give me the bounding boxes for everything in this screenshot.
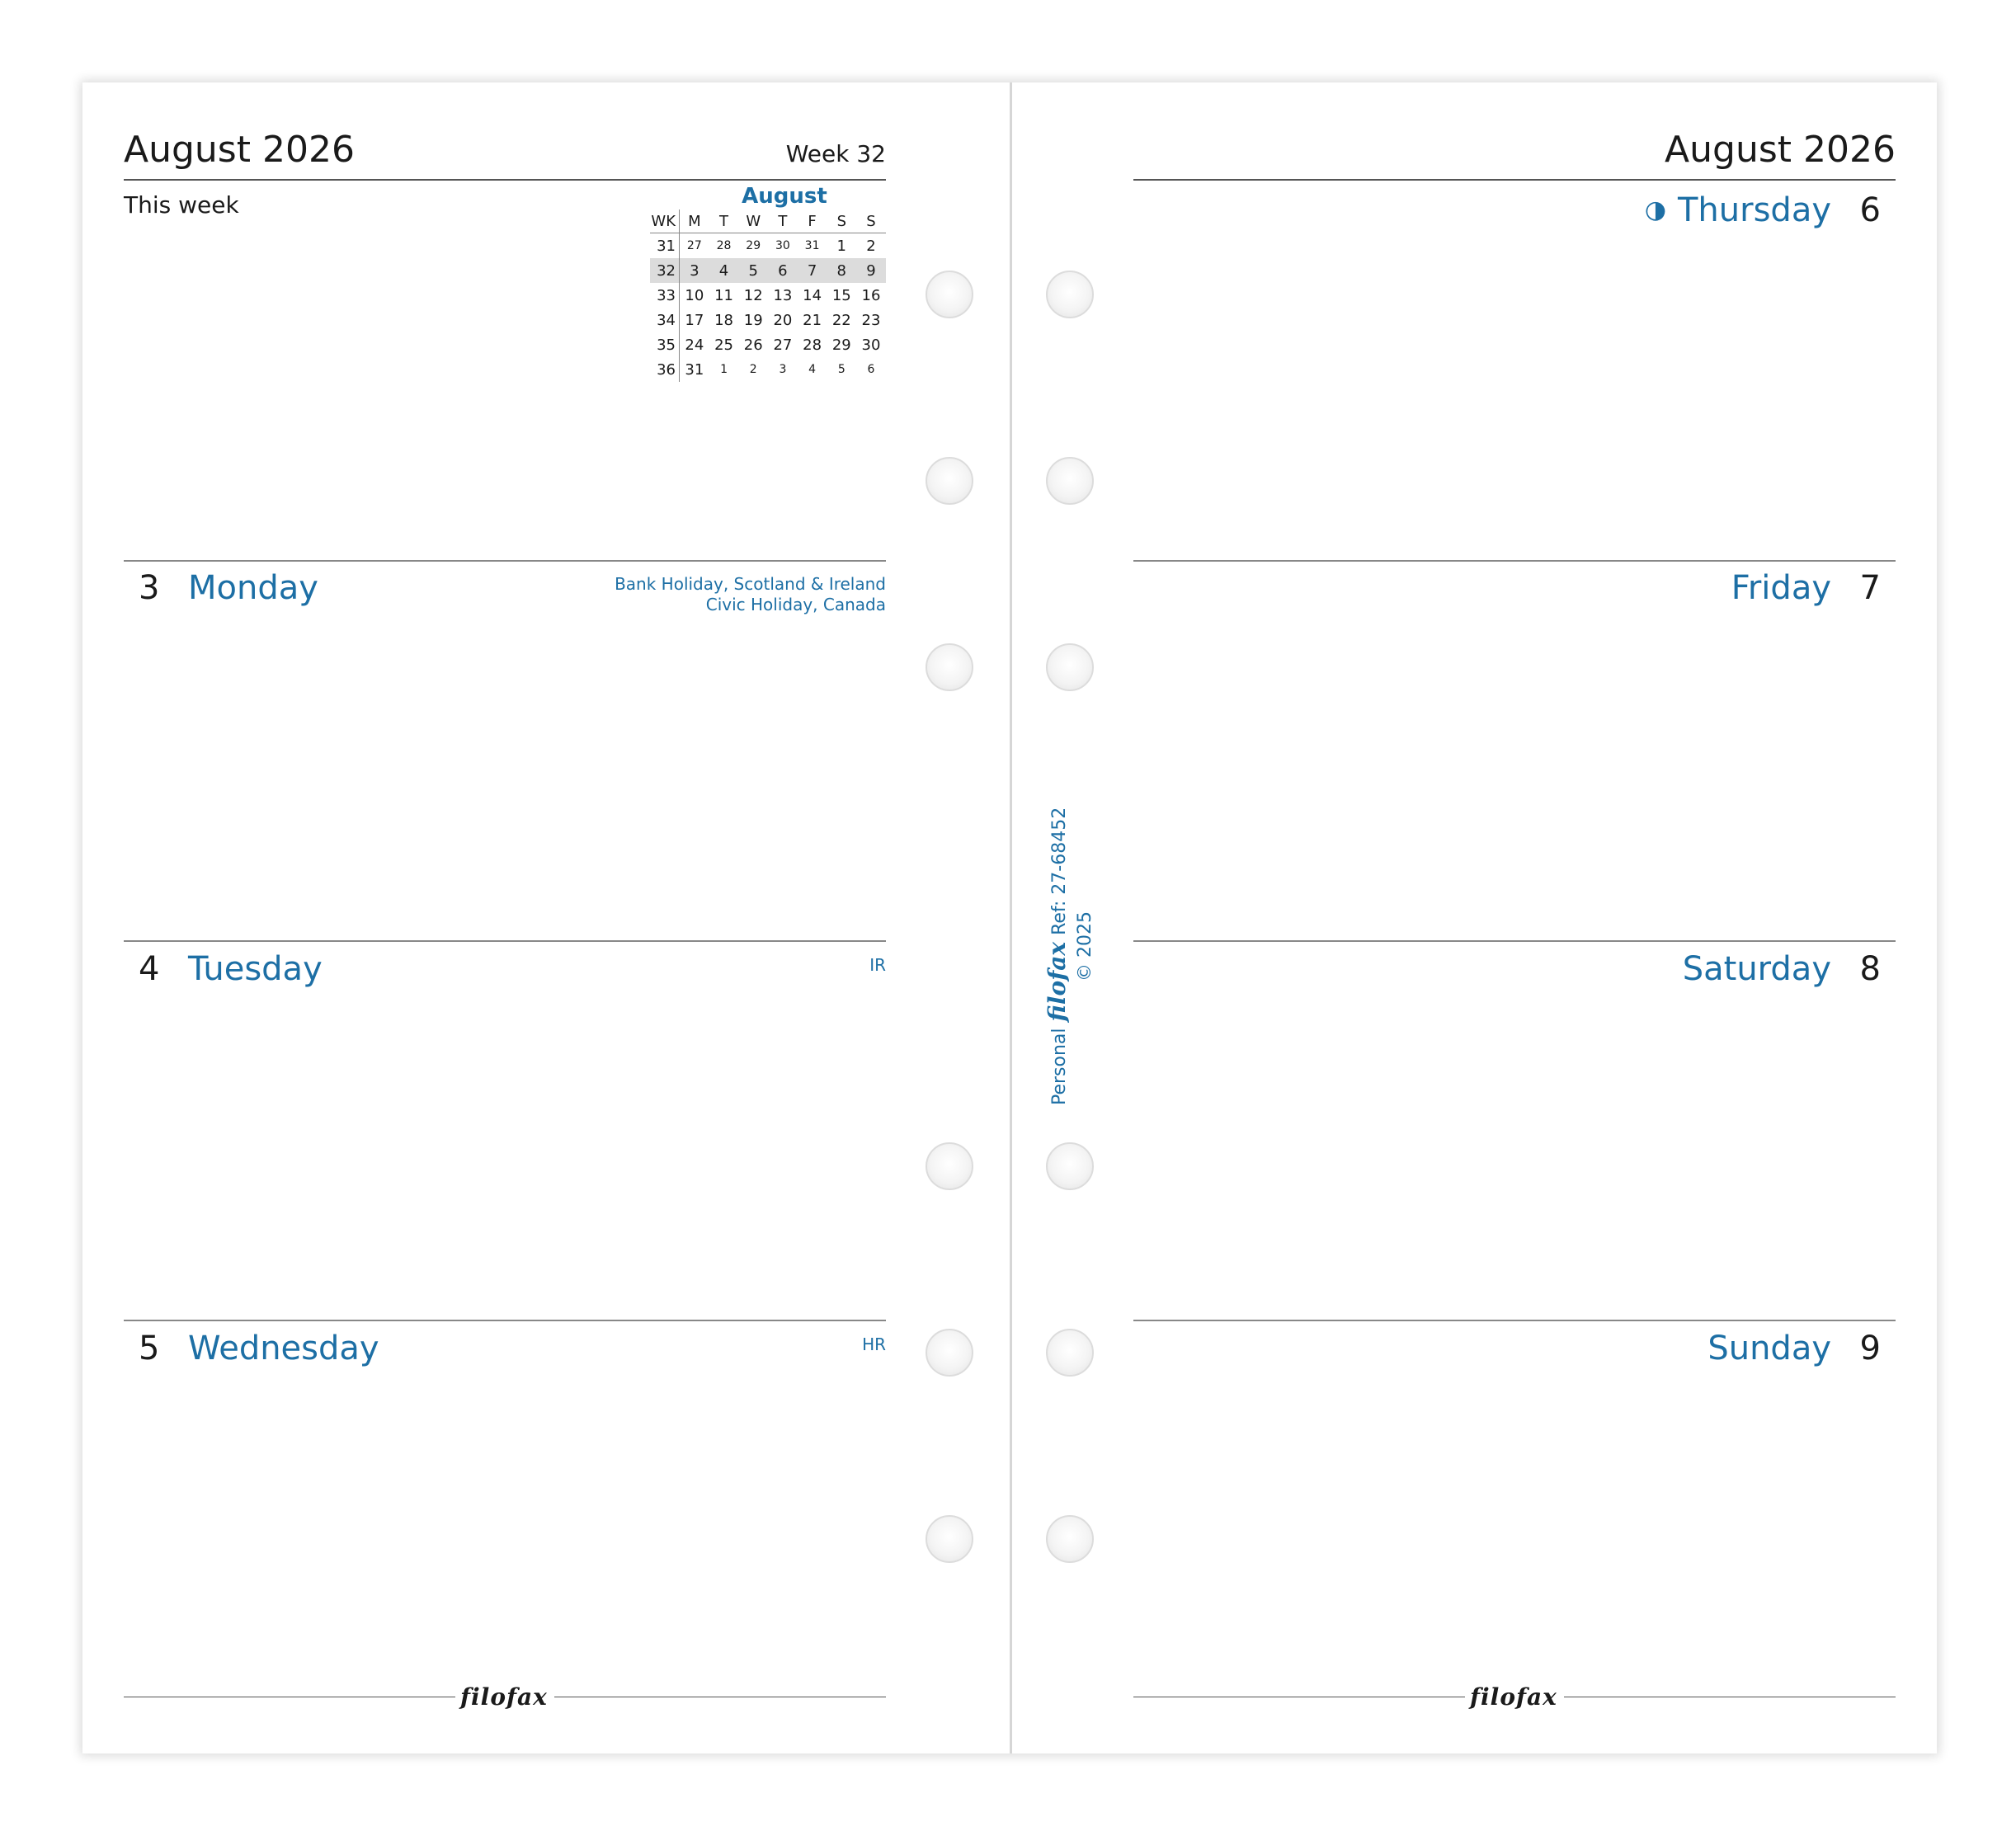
mini-calendar-day: 6: [867, 363, 875, 376]
wednesday-date: 5: [139, 1330, 160, 1367]
saturday-rule: [1133, 940, 1896, 942]
thursday-label-group: [1645, 191, 1831, 229]
mini-calendar-day: 27: [686, 239, 702, 252]
friday-label: Friday: [1731, 569, 1831, 607]
thursday-label: Thursday: [1678, 191, 1831, 229]
binder-hole: [926, 271, 973, 318]
mini-calendar-day: 29: [831, 336, 851, 354]
mini-calendar-day: 26: [743, 336, 763, 354]
mini-calendar-week-row: [650, 308, 886, 332]
left-month-title: August 2026: [124, 129, 355, 171]
mini-calendar-day: 12: [743, 286, 763, 304]
right-page: [1011, 82, 1937, 1753]
mini-calendar-grid: [650, 209, 886, 382]
mini-calendar-day: 28: [803, 336, 822, 354]
left-page: [82, 82, 1010, 1753]
mini-calendar-day: 18: [714, 311, 733, 329]
mini-calendar-day: 28: [716, 239, 732, 252]
mini-calendar-day: 4: [808, 363, 817, 376]
mini-calendar-day: 5: [748, 261, 758, 280]
mini-header-day: T: [719, 212, 729, 230]
mini-calendar-week-row: [650, 233, 886, 258]
mini-header-day: F: [808, 212, 817, 230]
mini-calendar-day: 3: [779, 363, 787, 376]
monday-rule: [124, 560, 886, 562]
week-number: Week 32: [785, 140, 886, 167]
monday-note-line-2: Civic Holiday, Canada: [705, 595, 886, 614]
mini-header-day: W: [746, 212, 761, 230]
mini-calendar-day: 9: [866, 261, 876, 280]
mini-header-day: S: [866, 212, 876, 230]
binder-hole: [926, 643, 973, 691]
mini-header-day: S: [836, 212, 846, 230]
mini-calendar-day: 2: [866, 237, 876, 255]
mini-calendar-day: 25: [714, 336, 733, 354]
mini-week-number: 33: [650, 283, 680, 308]
wednesday-note: HR: [862, 1334, 886, 1354]
monday-label: Monday: [188, 569, 318, 607]
wednesday-rule: [124, 1320, 886, 1321]
binder-hole: [1046, 1142, 1094, 1190]
mini-calendar-week-row: [650, 283, 886, 308]
binder-hole: [1046, 1515, 1094, 1563]
left-footer-logo: filofax: [460, 1683, 548, 1711]
binder-hole: [1046, 271, 1094, 318]
mini-calendar-day: 2: [749, 363, 757, 376]
mini-calendar-day: 24: [685, 336, 704, 354]
binder-hole: [926, 1515, 973, 1563]
mini-header-day: T: [778, 212, 788, 230]
sunday-date: 9: [1859, 1330, 1881, 1367]
mini-week-number: 35: [650, 332, 680, 357]
mini-calendar-day: 19: [743, 311, 763, 329]
header-rule: [124, 179, 886, 181]
binder-hole: [1046, 643, 1094, 691]
mini-calendar-rows: [650, 233, 886, 382]
sunday-label: Sunday: [1707, 1330, 1831, 1367]
mini-week-number: 31: [650, 233, 680, 258]
mini-calendar-day: 7: [807, 261, 817, 280]
mini-calendar-day: 1: [836, 237, 846, 255]
mini-calendar-day: 1: [720, 363, 728, 376]
mini-week-number: 36: [650, 357, 680, 382]
binder-hole: [1046, 1329, 1094, 1377]
monday-note-line-1: Bank Holiday, Scotland & Ireland: [615, 574, 886, 594]
imprint-copyright: © 2025: [1075, 911, 1095, 981]
mini-calendar: [650, 183, 886, 382]
friday-date: 7: [1859, 569, 1881, 607]
mini-calendar-day: 31: [685, 360, 704, 379]
mini-week-number: 32: [650, 258, 680, 283]
right-footer-logo: filofax: [1470, 1683, 1557, 1711]
mini-calendar-day: 22: [831, 311, 851, 329]
mini-calendar-day: 3: [690, 261, 699, 280]
right-footer: [1133, 1683, 1896, 1711]
mini-calendar-day: 20: [773, 311, 793, 329]
mini-calendar-day: 6: [778, 261, 788, 280]
thursday-date: 6: [1859, 191, 1881, 229]
this-week-label: This week: [124, 191, 239, 219]
mini-calendar-day: 31: [804, 239, 820, 252]
planner-spread: [82, 82, 1937, 1753]
binder-hole: [926, 457, 973, 505]
right-header-rule: [1133, 179, 1896, 181]
mini-calendar-title: August: [742, 184, 827, 209]
mini-header-day: M: [688, 212, 701, 230]
sunday-rule: [1133, 1320, 1896, 1321]
mini-calendar-header: [650, 209, 886, 233]
tuesday-note: IR: [869, 955, 886, 975]
mini-calendar-day: 27: [773, 336, 793, 354]
mini-week-number: 34: [650, 308, 680, 332]
mini-calendar-day: 5: [837, 363, 845, 376]
saturday-label: Saturday: [1682, 950, 1831, 988]
saturday-date: 8: [1859, 950, 1881, 988]
monday-date: 3: [139, 569, 160, 607]
first-quarter-moon-icon: ◑: [1644, 195, 1666, 224]
tuesday-rule: [124, 940, 886, 942]
imprint-ref: Ref: 27-68452: [1049, 807, 1070, 935]
binder-hole: [1046, 457, 1094, 505]
mini-calendar-week-row: [650, 357, 886, 382]
imprint-brand: filofax: [1043, 941, 1071, 1022]
mini-calendar-day: 30: [775, 239, 790, 252]
mini-calendar-day: 11: [714, 286, 733, 304]
tuesday-date: 4: [139, 950, 160, 988]
mini-calendar-day: 15: [831, 286, 851, 304]
mini-calendar-week-row: [650, 258, 886, 283]
binder-hole: [926, 1142, 973, 1190]
mini-calendar-day: 14: [803, 286, 822, 304]
mini-calendar-day: 29: [746, 239, 761, 252]
mini-calendar-week-row: [650, 332, 886, 357]
mini-calendar-day: 10: [685, 286, 704, 304]
friday-rule: [1133, 560, 1896, 562]
wednesday-label: Wednesday: [188, 1330, 379, 1367]
binder-hole: [926, 1329, 973, 1377]
tuesday-label: Tuesday: [188, 950, 323, 988]
mini-header-wk: WK: [650, 209, 680, 233]
mini-calendar-day: 13: [773, 286, 793, 304]
mini-calendar-day: 23: [861, 311, 881, 329]
mini-calendar-day: 4: [718, 261, 729, 280]
monday-holiday-note: [615, 574, 886, 615]
imprint-size: Personal: [1049, 1028, 1070, 1105]
mini-calendar-day: 21: [803, 311, 822, 329]
right-month-title: August 2026: [1665, 129, 1896, 171]
mini-calendar-day: 17: [685, 311, 704, 329]
mini-calendar-day: 16: [861, 286, 881, 304]
mini-calendar-day: 8: [836, 261, 846, 280]
mini-calendar-day: 30: [861, 336, 881, 354]
left-footer: [124, 1683, 886, 1711]
